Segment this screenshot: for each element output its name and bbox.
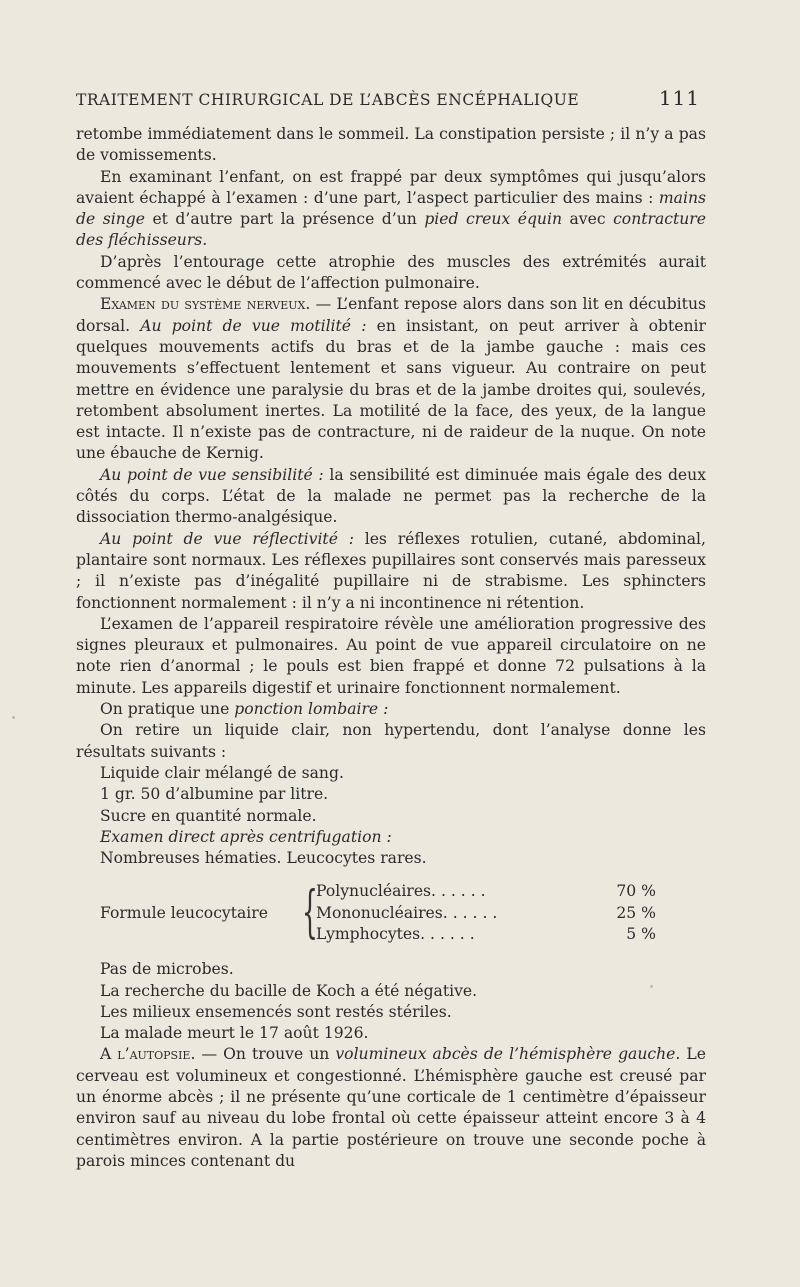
cell-type: Mononucléaires. . . . . .	[316, 903, 498, 922]
list-item: La recherche du bacille de Koch a été négative.	[100, 981, 478, 1000]
page-number: 111	[658, 86, 700, 110]
results-list	[100, 763, 706, 869]
italic-run: Au point de vue motilité :	[140, 316, 367, 335]
italic-run: Au point de vue sensibilité :	[100, 465, 324, 484]
italic-run: mains de singe	[76, 188, 706, 229]
brace-icon: {	[301, 880, 318, 946]
formula-row	[316, 881, 656, 902]
list-item: Examen direct après centrifugation :	[100, 827, 392, 846]
text-run: — On trouve un	[195, 1045, 336, 1064]
paragraph	[76, 1044, 706, 1172]
paragraph	[76, 294, 706, 464]
cell-value: 25 %	[616, 903, 656, 922]
list-item: Pas de microbes.	[100, 960, 234, 979]
leucocyte-formula	[100, 881, 706, 945]
scan-speck	[12, 716, 15, 719]
paragraph: D’après l’entourage cette atrophie des muscles des extrémités aurait commencé avec le début de l’affection pulmonaire.	[76, 252, 706, 293]
italic-run: Au point de vue réflectivité :	[100, 529, 354, 548]
text-run: En examinant l’enfant, on est frappé par deux symptômes qui jusqu’alors avaient échappé à l’examen : d’une part, l’aspect particulier des mains :	[76, 167, 706, 207]
paragraph: L’examen de l’appareil respiratoire révèle une amélioration progressive des signes pleuraux et pulmonaires. Au point de vue appareil circulatoire on ne note rien d’anormal ; le pouls est bien frappé et donne 72 pulsations à la minute. Les appareils digestif et urinaire fonctionnent normalement.	[76, 614, 706, 697]
section-heading: A l’autopsie.	[100, 1045, 196, 1064]
list-item: Liquide clair mélangé de sang.	[100, 763, 344, 782]
list-item: Les milieux ensemencés sont restés stériles.	[100, 1002, 452, 1021]
paragraph	[76, 699, 706, 720]
italic-run: ponction lombaire :	[234, 700, 389, 719]
formula-row	[316, 903, 656, 924]
paragraph: On retire un liquide clair, non hypertendu, dont l’analyse donne les résultats suivants :	[76, 721, 706, 761]
text-run: en insistant, on peut arriver à obtenir quelques mouvements actifs du bras et de la jambe gauche : mais ces mouvements s’effectuent lentement et sans vigueur. Au contraire on peut mettre en évidence une paralysie du bras et de la jambe droites qui, soulevés, retombent absolument inertes. La motilité de la face, des yeux, de la langue est intacte. Il n’existe pas de contracture, ni de raideur de la nuque. On note une ébauche de Kernig.	[76, 316, 707, 463]
cell-type: Polynucléaires. . . . . .	[316, 882, 486, 901]
text-run: les réflexes rotulien, cutané, abdominal, plantaire sont normaux. Les réflexes pupillaires sont conservés mais paresseux ; il n’existe pas d’inégalité pupillaire ni de strabisme. Les sphincters fonctionnent normalement : il n’y a ni incontinence ni rétention.	[76, 529, 706, 612]
list-item: La malade meurt le 17 août 1926.	[100, 1024, 369, 1043]
cell-value: 70 %	[616, 882, 656, 901]
paragraph	[76, 529, 706, 614]
text-run: avec	[562, 210, 614, 229]
list-item: 1 gr. 50 d’albumine par litre.	[100, 785, 329, 804]
cell-value: 5 %	[626, 924, 656, 943]
text-run: la sensibilité est diminuée mais égale des deux côtés du corps. L’état de la malade ne permet pas la recherche de la dissociation thermo-analgésique.	[76, 465, 706, 527]
section-heading: Examen du système nerveux.	[100, 295, 311, 314]
text-run: et d’autre part la présence d’un	[144, 210, 425, 229]
text-run: Le cerveau est volumineux et congestionné. L’hémisphère gauche est creusé par un énorme abcès ; il ne présente qu’une corticale de 1 centimètre d’épaisseur environ sauf au niveau du lobe frontal où cette épaisseur atteint encore 3 à 4 centimètres environ. A la partie postérieure on trouve une seconde poche à parois minces contenant du	[76, 1045, 706, 1170]
list-item: Sucre en quantité normale.	[100, 806, 317, 825]
results-list	[100, 959, 706, 1044]
formula-rows	[316, 881, 656, 945]
text-run: On pratique une	[100, 700, 235, 719]
running-header	[76, 86, 700, 110]
formula-row	[316, 924, 656, 945]
page-body	[76, 124, 706, 1172]
list-item: Nombreuses hématies. Leucocytes rares.	[100, 849, 427, 868]
italic-run: pied creux équin	[424, 210, 563, 229]
formula-label: Formule leucocytaire	[100, 903, 268, 922]
text-run: — L’enfant repose alors dans son lit en décubitus dorsal.	[76, 295, 706, 335]
paragraph: retombe immédiatement dans le sommeil. La constipation persiste ; il n’y a pas de vomissements.	[76, 125, 706, 165]
italic-run: volumineux abcès de l’hémisphère gauche.	[335, 1045, 681, 1064]
scan-speck	[650, 985, 653, 988]
paragraph	[76, 465, 706, 529]
cell-type: Lymphocytes. . . . . .	[316, 924, 475, 943]
running-title: TRAITEMENT CHIRURGICAL DE L’ABCÈS ENCÉPHALIQUE	[76, 91, 580, 109]
italic-run: contracture des fléchisseurs.	[76, 210, 706, 250]
paragraph	[76, 167, 706, 252]
